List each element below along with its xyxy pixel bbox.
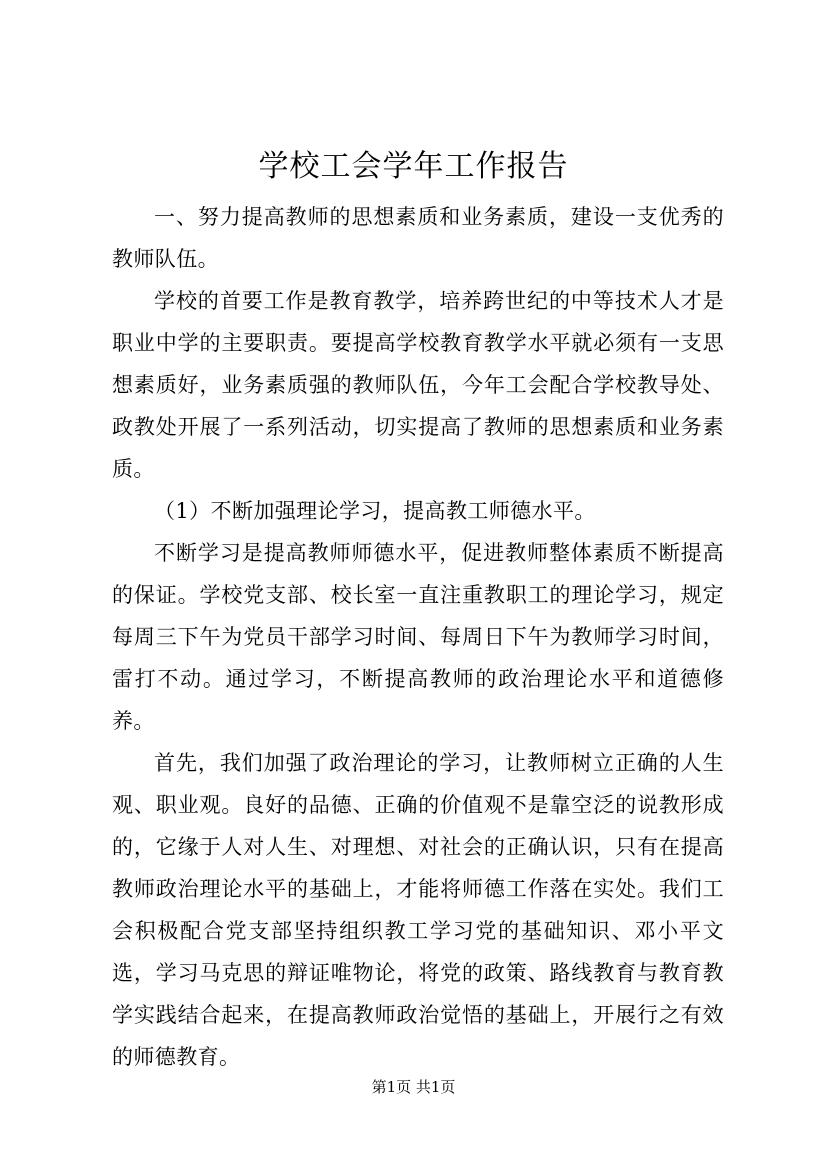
body-paragraph: 学校的首要工作是教育教学，培养跨世纪的中等技术人才是职业中学的主要职责。要提高学校教育教学水平就必须有一支思想素质好，业务素质强的教师队伍，今年工会配合学校教导处、政教处开展了一系列活动，切实提高了教师的思想素质和业务素质。: [112, 289, 724, 481]
page-number-footer: 第1页 共1页: [371, 1078, 456, 1096]
body-paragraph: 首先，我们加强了政治理论的学习，让教师树立正确的人生观、职业观。良好的品德、正确的价值观不是靠空泛的说教形成的，它缘于人对人生、对理想、对社会的正确认识，只有在提高教师政治理论水平的基础上，才能将师德工作落在实处。我们工会积极配合党支部坚持组织教工学习党的基础知识、邓小平文选，学习马克思的辩证唯物论，将党的政策、路线教育与教育教学实践结合起来，在提高教师政治觉悟的基础上，开展行之有效的师德教育。: [112, 751, 724, 1069]
subsection-heading-paragraph: （1）不断加强理论学习，提高教工师德水平。: [154, 499, 596, 523]
body-paragraph: 不断学习是提高教师师德水平，促进教师整体素质不断提高的保证。学校党支部、校长室一直注重教职工的理论学习，规定每周三下午为党员干部学习时间、每周日下午为教师学习时间，雷打不动。通过学习，不断提高教师的政治理论水平和道德修养。: [112, 541, 724, 733]
document-body: [112, 196, 724, 1078]
section-heading-paragraph: 一、努力提高教师的思想素质和业务素质，建设一支优秀的教师队伍。: [112, 205, 724, 271]
document-title: 学校工会学年工作报告: [258, 149, 569, 184]
